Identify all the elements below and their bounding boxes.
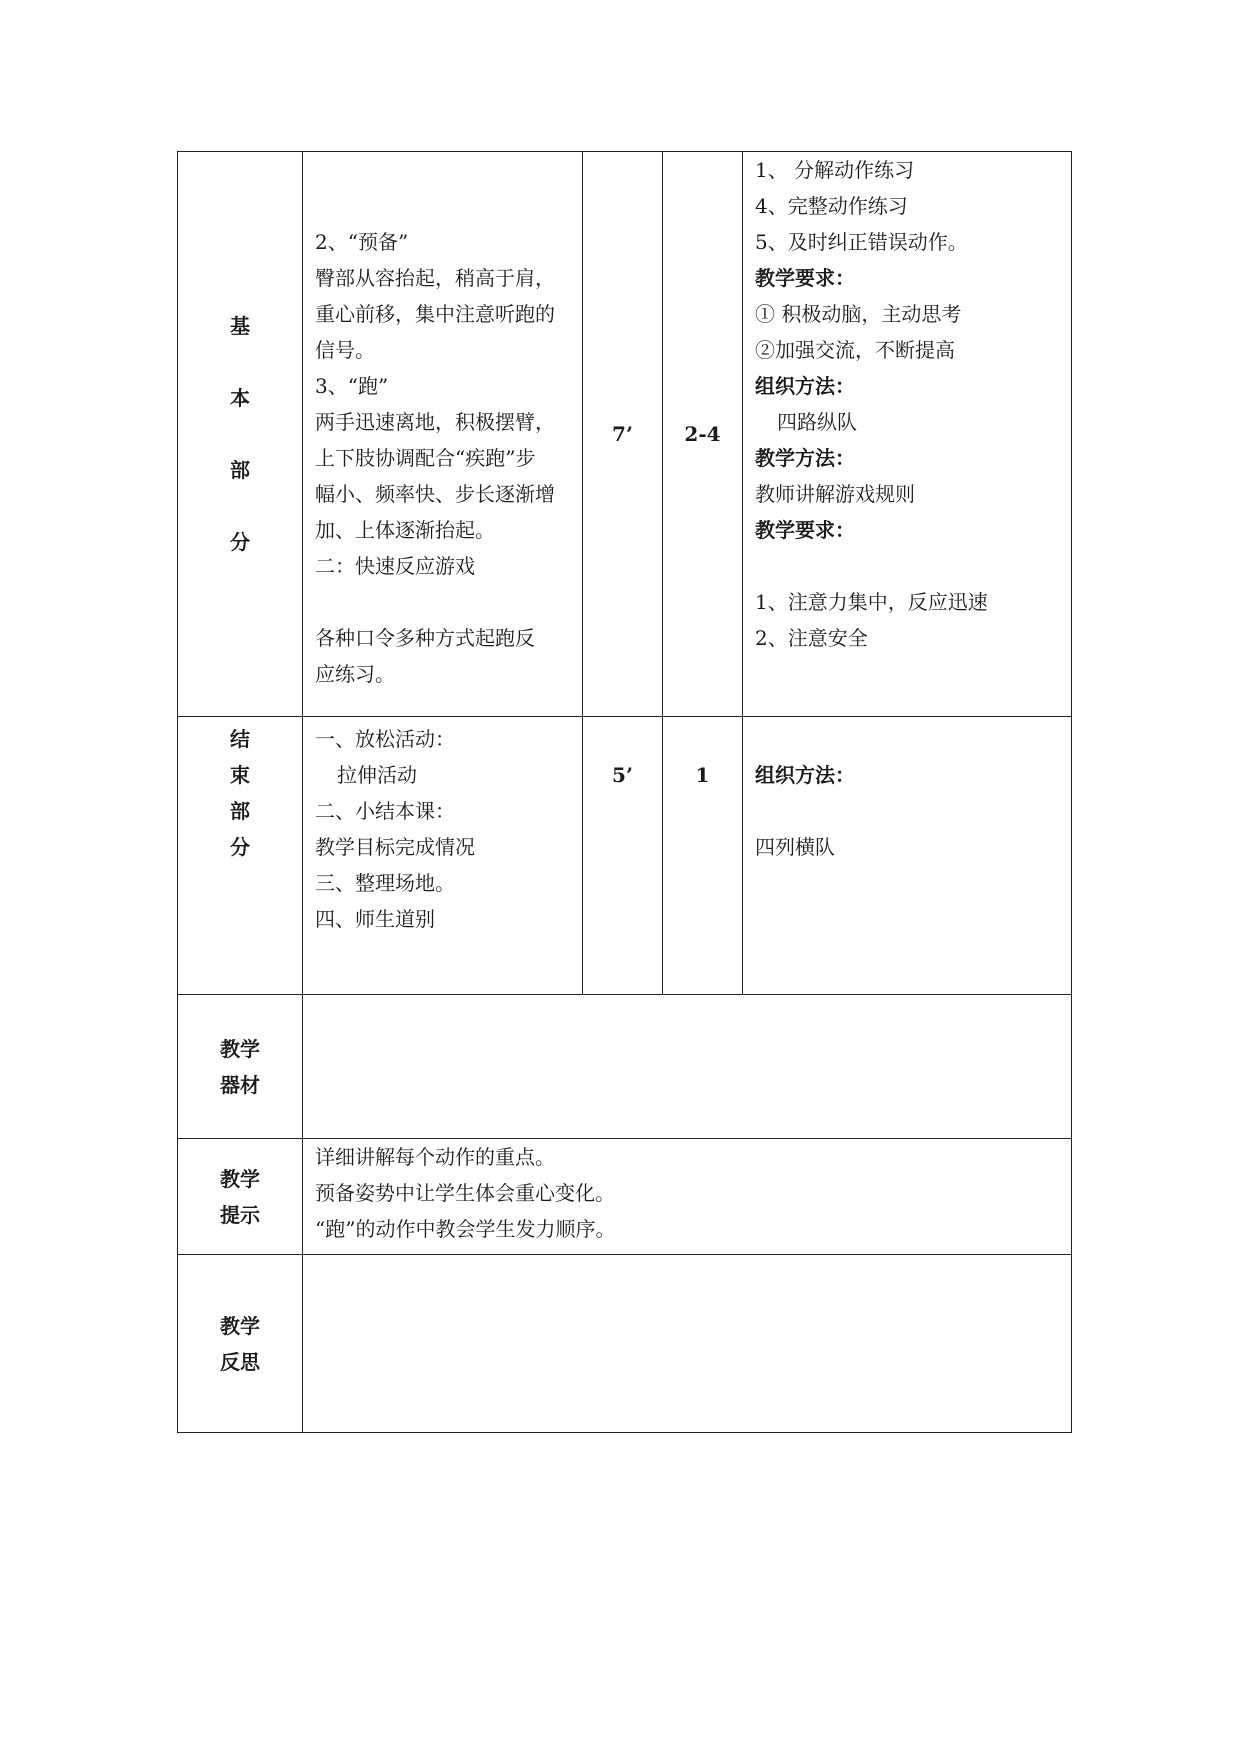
content-line: 拉伸活动: [337, 763, 417, 787]
content-line: 二、小结本课：: [315, 799, 455, 823]
reflection-content: [303, 1255, 1072, 1433]
content-line: 幅小、频率快、步长逐渐增: [315, 482, 555, 506]
content-line: 臀部从容抬起，稍高于肩，: [315, 266, 555, 290]
tips-label: 教学 提示: [178, 1139, 303, 1255]
method-line: ②加强交流，不断提高: [755, 338, 955, 362]
method-line: 5、及时纠正错误动作。: [755, 230, 968, 254]
basic-method: [743, 152, 1072, 717]
content-line: 一、放松活动：: [315, 727, 455, 751]
content-line: 应练习。: [315, 662, 395, 686]
content-line: 教学目标完成情况: [315, 835, 475, 859]
content-line: 四、师生道别: [315, 907, 435, 931]
content-line: 上下肢协调配合“疾跑”步: [315, 446, 536, 470]
content-line: 2、“预备”: [315, 230, 409, 254]
tips-line: “跑”的动作中教会学生发力顺序。: [315, 1217, 616, 1241]
reflection-label: 教学 反思: [178, 1255, 303, 1433]
end-time: 5’: [583, 717, 663, 995]
content-line: 各种口令多种方式起跑反: [315, 626, 535, 650]
tips-content: [303, 1139, 1072, 1255]
content-line: 重心前移，集中注意听跑的: [315, 302, 555, 326]
method-line: 四列横队: [755, 835, 835, 859]
content-line: 二：快速反应游戏: [315, 554, 475, 578]
basic-content: [303, 152, 583, 717]
method-heading: 组织方法：: [755, 763, 855, 787]
basic-section-label: 基 本 部 分: [178, 152, 303, 717]
basic-section-row: [178, 152, 1072, 717]
end-section-row: [178, 717, 1072, 995]
lesson-plan-table: [177, 151, 1072, 1433]
tips-line: 预备姿势中让学生体会重心变化。: [315, 1181, 615, 1205]
equipment-label: 教学 器材: [178, 995, 303, 1139]
method-line: 2、注意安全: [755, 626, 868, 650]
method-line: 4、完整动作练习: [755, 194, 908, 218]
method-heading: 教学要求：: [755, 518, 855, 542]
method-heading: 教学方法：: [755, 446, 855, 470]
end-method: [743, 717, 1072, 995]
end-content: [303, 717, 583, 995]
basic-time: 7’: [583, 152, 663, 717]
content-line: 三、整理场地。: [315, 871, 455, 895]
method-line: ① 积极动脑，主动思考: [755, 302, 962, 326]
method-line: 1、 分解动作练习: [755, 158, 915, 182]
reflection-row: [178, 1255, 1072, 1433]
method-line: 教师讲解游戏规则: [755, 482, 915, 506]
tips-row: [178, 1139, 1072, 1255]
content-line: 两手迅速离地，积极摆臂，: [315, 410, 555, 434]
tips-line: 详细讲解每个动作的重点。: [315, 1145, 555, 1169]
method-heading: 组织方法：: [755, 374, 855, 398]
method-heading: 教学要求：: [755, 266, 855, 290]
content-line: 加、上体逐渐抬起。: [315, 518, 495, 542]
content-line: 信号。: [315, 338, 375, 362]
content-line: 3、“跑”: [315, 374, 389, 398]
end-section-label: 结 束 部 分: [178, 717, 303, 995]
equipment-row: [178, 995, 1072, 1139]
basic-count: 2-4: [663, 152, 743, 717]
method-line: 四路纵队: [777, 410, 857, 434]
equipment-content: [303, 995, 1072, 1139]
method-line: 1、注意力集中，反应迅速: [755, 590, 988, 614]
end-count: 1: [663, 717, 743, 995]
